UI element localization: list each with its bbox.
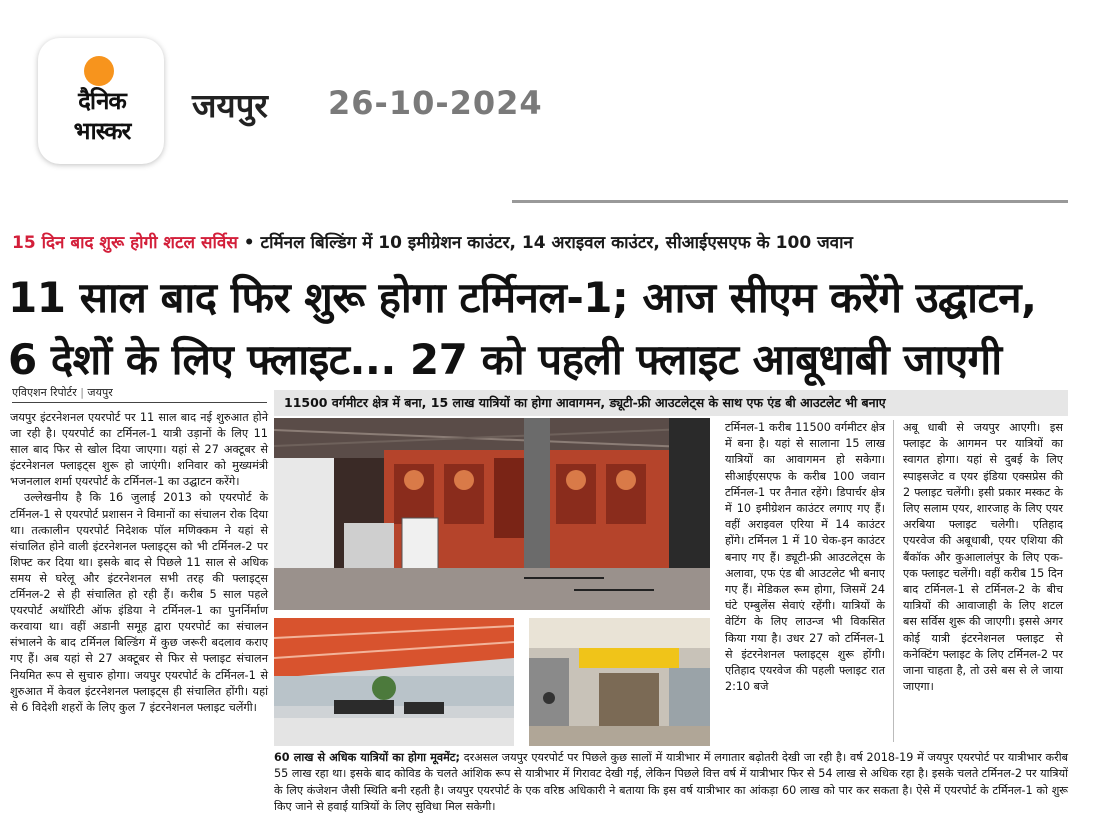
- left-paragraph: उल्लेखनीय है कि 16 जुलाई 2013 को एयरपोर्ट के टर्मिनल-1 से एयरपोर्ट प्रशासन ने विमानों का संचालन रोक दिया था। तत्कालीन एयरपोर्ट निदेशक पॉल मणिक्कम ने यहां से संचालित होने वाली इंटरनेशनल फ्लाइट्स को भी टर्मिनल-2 पर शिफ्ट कर दिया था। इसके बाद से पिछले 11 साल से अधिक समय से घरेलू और इंटरनेशनल सभी तरह की फ्लाइट्स टर्मिनल-2 से ही संचालित हो रही हैं। करीब 5 साल पहले एयरपोर्ट अथॉरिटी ऑफ इंडिया ने टर्मिनल-1 का पुनर्निर्माण करवाया था। वहीं अडानी समूह द्वारा एयरपोर्ट का संचालन संभालने के बाद टर्मिनल बिल्डिंग में कुछ जरूरी बदलाव कराए गए हैं। अब यहां से 27 अक्टूबर से फिर से फ्लाइट संचालन नियमित रूप से सुचारु होगा। जयपुर एयरपोर्ट के टर्मिनल-1 से शुरुआत में केवल इंटरनेशनल फ्लाइट्स ही संचालित होंगी। यहां से 6 विदेशी शहरों के लिए कुल 7 इंटरनेशनल फ्लाइट चलेंगी।: [10, 491, 268, 714]
- byline-city: जयपुर: [87, 386, 113, 399]
- sun-icon: [84, 56, 114, 86]
- right-column: अबू धाबी से जयपुर आएगी। इस फ्लाइट के आगमन पर यात्रियों का स्वागत होगा। यहां से दुबई के लिए स्पाइसजेट व एयर इंडिया एक्सप्रेस की 2 फ्लाइट चलेंगी। इसी प्रकार मस्कट के लिए सलाम एयर, शारजाह के लिए एयर अरबिया फ्लाइट चलेगी। एतिहाद एयरवेज की अबूधाबी, एयर एशिया की बैंकॉक और कुआलालंपुर के लिए एक-एक फ्लाइट चलेंगी। वहीं करीब 15 दिन बाद टर्मिनल-1 से टर्मिनल-2 के बीच यात्रियों की आवाजाही के लिए शटल बस सर्विस शुरू की जाएगी। इससे अगर कोई यात्री इंटरनेशनल फ्लाइट से कनेक्टिंग फ्लाइट के लिए टर्मिनल-2 पर जाना चाहता है, तो उसे बस से ले जाया जाएगा।: [903, 421, 1063, 694]
- terminal-hall-photo: [274, 418, 710, 610]
- byline-reporter: एविएशन रिपोर्टर: [12, 386, 77, 399]
- byline: एविएशन रिपोर्टर | जयपुर: [12, 386, 113, 399]
- kicker-text: • टर्मिनल बिल्डिंग में 10 इमीग्रेशन काउंटर, 14 अराइवल काउंटर, सीआईएसएफ के 100 जवान: [243, 233, 853, 253]
- article-kicker: [12, 230, 1092, 253]
- bottom-paragraph: [274, 750, 1068, 815]
- clip-divider: [512, 200, 1068, 203]
- bottom-body: दरअसल जयपुर एयरपोर्ट पर पिछले कुछ सालों में यात्रीभार में लगातार बढ़ोतरी देखी जा रही है। वर्ष 2018-19 में जयपुर एयरपोर्ट पर यात्रीभार करीब 55 लाख रहा था। इसके बाद कोविड के चलते आंशिक रूप से यात्रीभार में गिरावट देखी गई, लेकिन पिछले वित्त वर्ष में यात्रीभार फिर से 54 लाख से अधिक रहा है। इसके चलते टर्मिनल-2 पर यात्रियों के लिए कंजेशन जैसी स्थिति बनी रहती है। जयपुर एयरपोर्ट के एक वरिष्ठ अधिकारी ने बताया कि इस वर्ष यात्रीभार का आंकड़ा 60 लाख को पार कर सकता है। ऐसे में एयरपोर्ट के टर्मिनल-1 को शुरू किए जाने से हवाई यात्रियों के लिए सुविधा मिल सकेगी।: [274, 751, 1068, 813]
- photo-caption-banner: 11500 वर्गमीटर क्षेत्र में बना, 15 लाख यात्रियों का होगा आवागमन, ड्यूटी-फ्री आउटलेट्स के साथ एफ एंड बी आउटलेट भी बनाए: [274, 390, 1068, 416]
- logo-text-line1: दैनिक: [78, 87, 126, 115]
- headline-line2: 6 देशों के लिए फ्लाइट... 27 को पहली फ्लाइट आबूधाबी जाएगी: [8, 335, 1002, 384]
- left-paragraph: जयपुर इंटरनेशनल एयरपोर्ट पर 11 साल बाद नई शुरुआत होने जा रही है। एयरपोर्ट का टर्मिनल-1 यात्री उड़ानों के लिए 11 साल बाद फिर से खोल दिया जाएगा। यहां से 27 अक्टूबर से इंटरनेशनल फ्लाइट्स शुरू हो जाएंगी। शनिवार को मुख्यमंत्री भजनलाल शर्मा एयरपोर्ट के टर्मिनल-1 का उद्घाटन करेंगे।: [10, 411, 268, 489]
- headline-line1: 11 साल बाद फिर शुरू होगा टर्मिनल-1; आज सीएम करेंगे उद्घाटन,: [8, 273, 1037, 322]
- byline-rule: [12, 402, 267, 403]
- bottom-lead: 60 लाख से अधिक यात्रियों का होगा मूवमेंट;: [274, 751, 460, 764]
- logo-text-line2: भास्कर: [73, 117, 131, 145]
- column-divider: [893, 420, 894, 742]
- middle-column: टर्मिनल-1 करीब 11500 वर्गमीटर क्षेत्र में बना है। यहां से सालाना 15 लाख यात्रियों का आवागमन हो सकेगा। सीआईएसएफ के करीब 100 जवान टर्मिनल-1 पर तैनात रहेंगे। डिपार्चर क्षेत्र में 10 इमीग्रेशन काउंटर लगाए गए हैं। वहीं अराइवल एरिया में 14 काउंटर होंगे। टर्मिनल 1 में 10 चेक-इन काउंटर बनाए गए हैं। ड्यूटी-फ्री आउटलेट्स के अलावा, एफ एंड बी आउटलेट भी बनाए गए हैं। मेडिकल रूम होगा, जिसमें 24 घंटे एम्बुलेंस सेवाएं रहेंगी। यात्रियों के वेटिंग के लिए लाउन्ज भी विकसित किया गया है। उधर 27 को टर्मिनल-1 से इंटरनेशनल फ्लाइट्स शुरू होंगी। एतिहाद एयरवेज की पहली फ्लाइट रात 2:10 बजे: [725, 421, 885, 694]
- left-column: [10, 410, 268, 716]
- gate-photo: [529, 618, 710, 746]
- lounge-photo: [274, 618, 514, 746]
- edition-date: 26-10-2024: [328, 84, 543, 122]
- kicker-highlight: 15 दिन बाद शुरू होगी शटल सर्विस: [12, 233, 238, 253]
- edition-city: जयपुर: [192, 86, 268, 125]
- app-logo[interactable]: [38, 38, 164, 164]
